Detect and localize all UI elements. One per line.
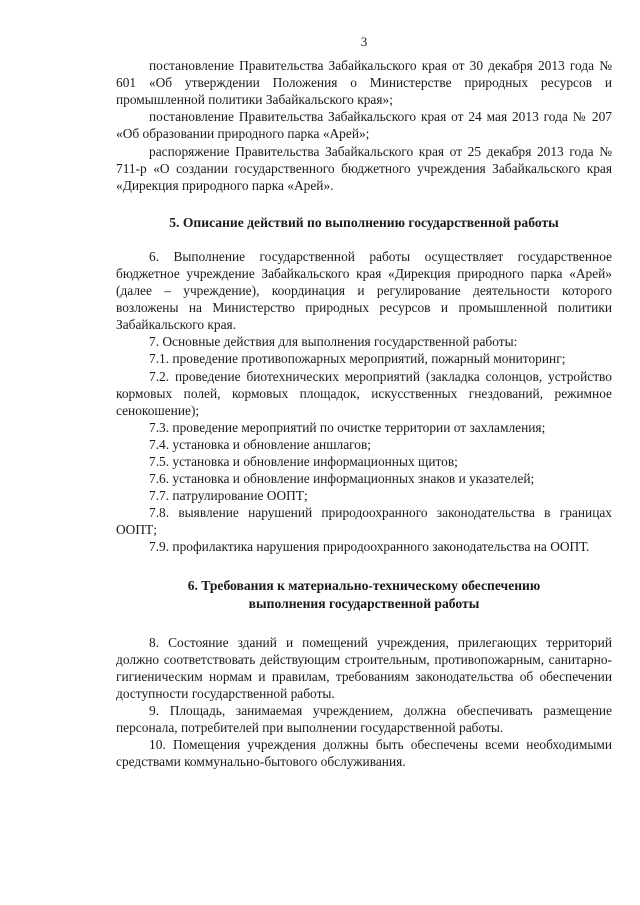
intro-paragraph: постановление Правительства Забайкальского края от 30 декабря 2013 года № 601 «Об утверждении Положения о Министерстве природных ресурсов и промышленной политики Забайкальского края»;: [116, 58, 612, 108]
section-5-paragraph: 7. Основные действия для выполнения государственной работы:: [149, 334, 518, 350]
section-5-paragraph: 7.6. установка и обновление информационных знаков и указателей;: [149, 471, 535, 487]
section-5-paragraph: 7.1. проведение противопожарных мероприятий, пожарный мониторинг;: [149, 351, 566, 367]
section-5-paragraph: 7.7. патрулирование ООПТ;: [149, 488, 308, 504]
section-5-paragraph: 7.5. установка и обновление информационных щитов;: [149, 453, 458, 469]
section-5-paragraph: 7.4. установка и обновление аншлагов;: [149, 436, 372, 452]
page-number: 3: [360, 34, 368, 49]
section-5-paragraph: 7.9. профилактика нарушения природоохранного законодательства на ООПТ.: [149, 539, 590, 555]
section-6-heading-line-2: выполнения государственной работы: [248, 595, 480, 611]
section-5-paragraph: 6. Выполнение государственной работы осуществляет государственное бюджетное учреждение Забайкальского края «Дирекция природного парка «Арей» (далее – учреждение), координация и регулирование деятельности которого возложены на Министерство природных ресурсов и промышленной политики Забайкальского края.: [116, 248, 612, 333]
intro-paragraph: распоряжение Правительства Забайкальского края от 25 декабря 2013 года № 711-р «О создании государственного бюджетного учреждения Забайкальского края «Дирекция природного парка «Арей».: [116, 143, 612, 193]
section-6-paragraph: 10. Помещения учреждения должны быть обеспечены всеми необходимыми средствами коммунально-бытового обслуживания.: [116, 737, 612, 770]
section-5-heading: 5. Описание действий по выполнению государственной работы: [169, 214, 559, 230]
section-6-heading-line-1: 6. Требования к материально-техническому обеспечению: [187, 577, 541, 593]
intro-paragraph: постановление Правительства Забайкальского края от 24 мая 2013 года № 207 «Об образовании природного парка «Арей»;: [116, 109, 612, 142]
section-5-paragraph: 7.3. проведение мероприятий по очистке территории от захламления;: [149, 419, 546, 435]
document-page: [116, 33, 612, 770]
section-5-paragraph: 7.2. проведение биотехнических мероприятий (закладка солонцов, устройство кормовых полей, кормовых площадок, искусственных гнездований, режимное сенокошение);: [116, 368, 612, 418]
section-5-paragraph: 7.8. выявление нарушений природоохранного законодательства в границах ООПТ;: [116, 505, 612, 538]
section-6-paragraph: 9. Площадь, занимаемая учреждением, должна обеспечивать размещение персонала, потребителей при выполнении государственной работы.: [116, 702, 612, 735]
section-6-paragraph: 8. Состояние зданий и помещений учреждения, прилегающих территорий должно соответствовать действующим строительным, противопожарным, санитарно-гигиеническим нормам и правилам, требованиям законодательства об обеспечении доступности государственной работы.: [116, 634, 612, 701]
section-6-heading: [116, 577, 612, 613]
